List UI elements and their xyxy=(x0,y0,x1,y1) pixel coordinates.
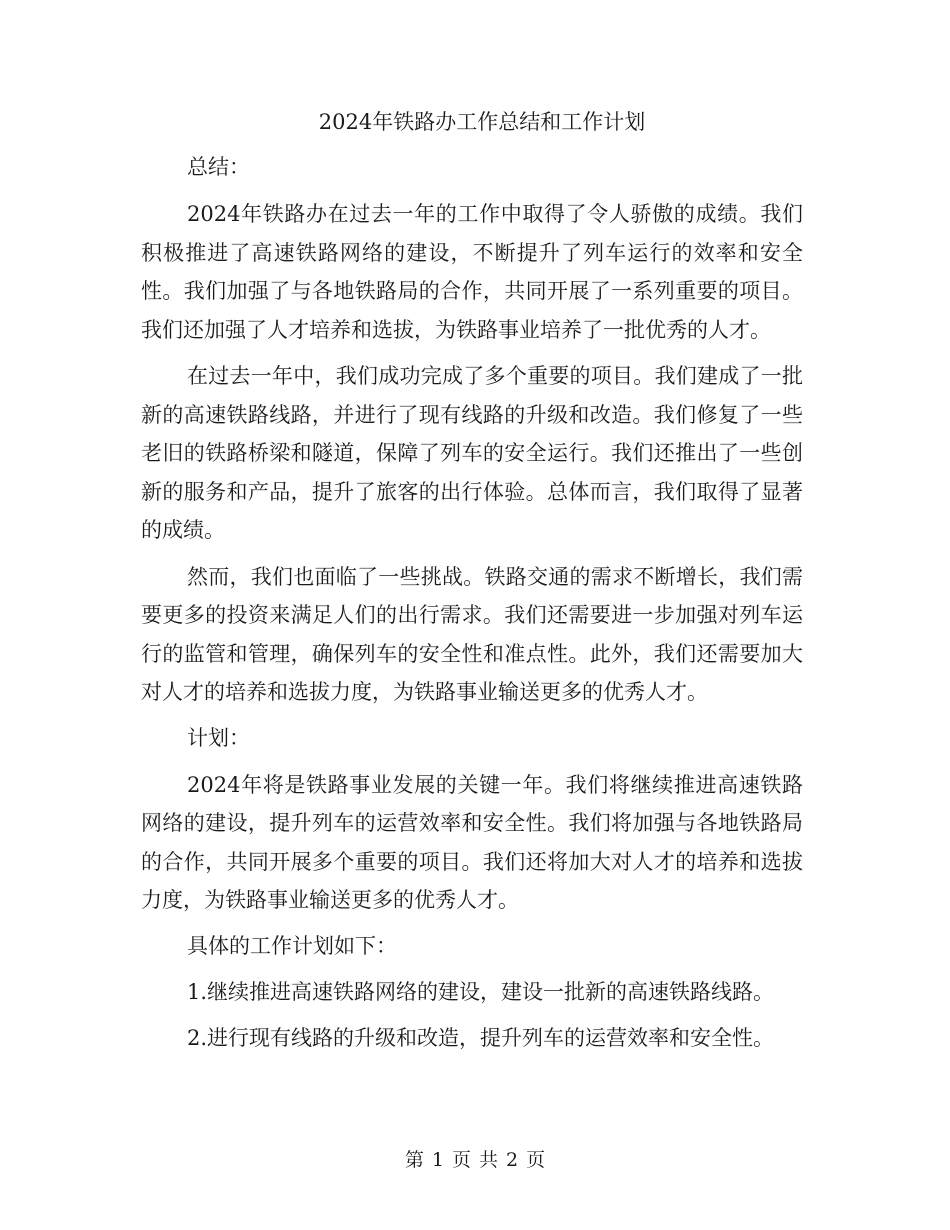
plan-list-item-2: 2.进行现有线路的升级和改造，提升列车的运营效率和安全性。 xyxy=(187,1025,775,1050)
summary-paragraph-1: 2024年铁路办在过去一年的工作中取得了令人骄傲的成绩。我们积极推进了高速铁路网络的建设，不断提升了列车运行的效率和安全性。我们加强了与各地铁路局的合作，共同开展了一系列重要的项目。我们还加强了人才培养和选拔，为铁路事业培养了一批优秀的人才。 xyxy=(141,202,803,342)
summary-paragraph-2: 在过去一年中，我们成功完成了多个重要的项目。我们建成了一批新的高速铁路线路，并进行了现有线路的升级和改造。我们修复了一些老旧的铁路桥梁和隧道，保障了列车的安全运行。我们还推出了一些创新的服务和产品，提升了旅客的出行体验。总体而言，我们取得了显著的成绩。 xyxy=(141,364,803,542)
document-title: 2024年铁路办工作总结和工作计划 xyxy=(318,110,646,134)
plan-heading: 计划： xyxy=(187,725,250,750)
summary-paragraph-3: 然而，我们也面临了一些挑战。铁路交通的需求不断增长，我们需要更多的投资来满足人们的出行需求。我们还需要进一步加强对列车运行的监管和管理，确保列车的安全性和准点性。此外，我们还需要加大对人才的培养和选拔力度，为铁路事业输送更多的优秀人才。 xyxy=(141,564,803,704)
details-heading: 具体的工作计划如下： xyxy=(187,933,397,958)
document-body xyxy=(141,100,803,1061)
summary-heading: 总结： xyxy=(187,155,250,179)
plan-paragraph: 2024年将是铁路事业发展的关键一年。我们将继续推进高速铁路网络的建设，提升列车的运营效率和安全性。我们将加强与各地铁路局的合作，共同开展多个重要的项目。我们还将加大对人才的培养和选拔力度，为铁路事业输送更多的优秀人才。 xyxy=(141,772,803,912)
plan-list-item-1: 1.继续推进高速铁路网络的建设，建设一批新的高速铁路线路。 xyxy=(187,979,775,1004)
page-number-footer: 第 1 页 共 2 页 xyxy=(404,1149,546,1171)
